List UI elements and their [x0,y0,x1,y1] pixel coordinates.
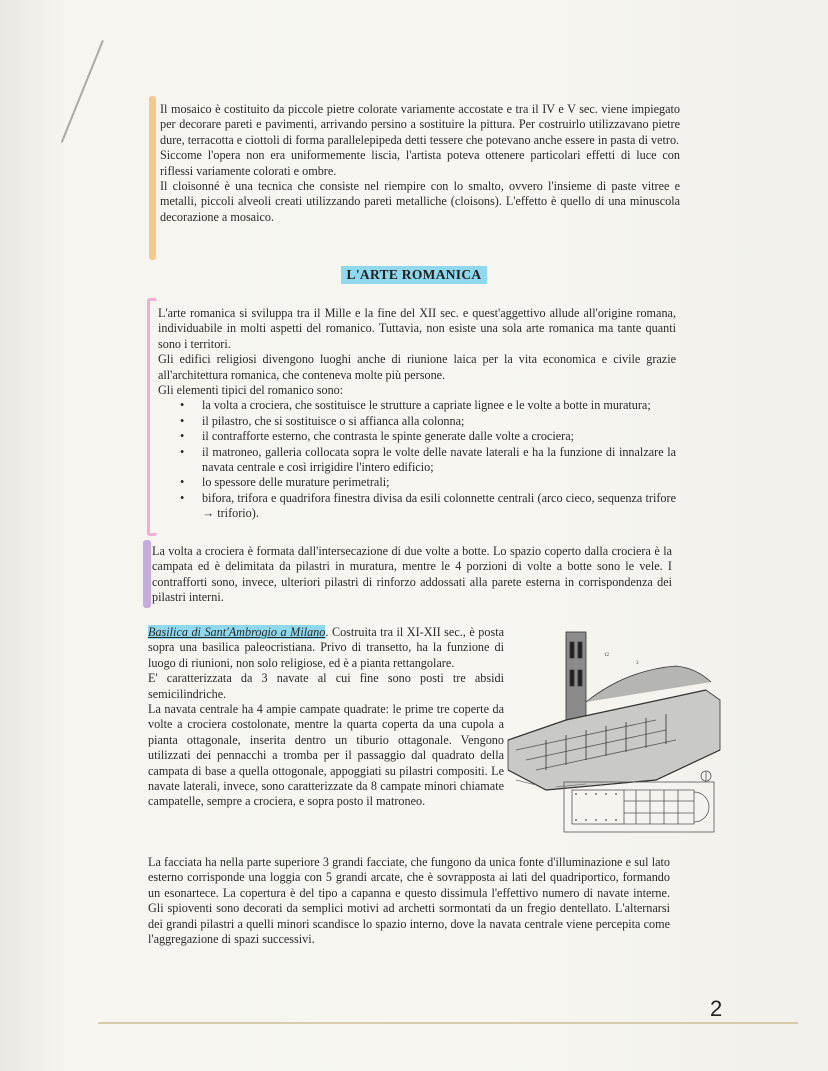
facade-section [148,855,670,947]
romanesque-section [158,306,676,522]
list-item: • il contrafforte esterno, che contrasta le spinte generate dalle volte a crociera; [158,429,676,444]
mosaic-intro [160,102,680,225]
list-item: • la volta a crociera, che sostituisce le strutture a capriate lignee e le volte a botte in muratura; [158,398,676,413]
highlight-bracket-orange [149,96,156,260]
basilica-lead-text: . Costruita tra il XI-XII sec., è posta sopra una basilica paleocristiana. Privo di transetto, ha la funzione di luogo di riunioni, non solo religiose, ed è a pianta rettangolare. [148,625,504,670]
intro-paragraph: Il cloisonné è una tecnica che consiste nel riempire con lo smalto, ovvero l'insieme di paste vitree e metalli, piccoli alveoli creati utilizzando pareti metalliche (cloisons). L'effetto è quello di una minuscola decorazione a mosaico. [160,179,680,224]
romanesque-elements-list [158,398,676,521]
page-bottom-edge [98,1022,798,1024]
romanesque-paragraph: Gli edifici religiosi divengono luoghi anche di riunione laica per la vita economica e civile grazie all'architettura romanica, che conteneva molte più persone. [158,352,676,382]
basilica-paragraph: La facciata ha nella parte superiore 3 grandi facciate, che fungono da unica fonte d'illuminazione e sul lato esterno corrisponde una loggia con 5 grandi arcate, che è sovrapposta ai lati del quadriportico, formando un esonartece. La copertura è del tipo a capanna e questo dissimula l'effettivo numero di navate interne. Gli spioventi sono decorati da semplici motivi ad archetti sormontati da un fregio dentellato. L'alternarsi dei grandi pilastri a quelli minori scandisce lo spazio interno, dove la navata centrale viene percepita come l'aggregazione di spazi successivi. [148,855,670,947]
highlight-bracket-purple [143,540,151,608]
basilica-paragraph: E' caratterizzata da 3 navate al cui fine sono posti tre absidi semicilindriche. [148,671,504,701]
basilica-intro [148,625,504,671]
list-item: • il pilastro, che si sostituisce o si affianca alla colonna; [158,414,676,429]
intro-paragraph: Siccome l'opera non era uniformemente liscia, l'artista poteva ottenere particolari effetti di luce con riflessi variamente colorati e ombre. [160,148,680,178]
basilica-paragraph: La navata centrale ha 4 ampie campate quadrate: le prime tre coperte da volte a crociera costolonate, mentre la quarta coperta da una cupola a pianta ottagonale, inserita dentro un tiburio ottagonale. Vengono utilizzati dei pennacchi a tromba per il passaggio dal quadrato della campata di base a quella ottogonale, appoggiati su pilastri compositi. Le navate laterali, invece, sono caratterizzate da 8 campate minori chiamate campatelle, sempre a crociera, e sopra posto il matroneo. [148,702,504,809]
list-item: • bifora, trifora e quadrifora finestra divisa da esili colonnette centrali (arco cieco, sequenza trifore → triforio). [158,491,676,522]
highlight-bracket-pink [147,298,157,536]
basilica-section [148,625,504,810]
svg-text:3: 3 [636,661,639,666]
basilica-name: Basilica di Sant'Ambrogio a Milano [148,625,326,639]
page-number: 2 [710,996,723,1021]
section-title: L'ARTE ROMANICA [341,266,488,284]
list-item: • il matroneo, galleria collocata sopra le volte delle navate laterali e ha la funzione di innalzare la navata centrale e così irrigidire l'intero edificio; [158,445,676,476]
section-title-wrap [0,266,828,284]
romanesque-paragraph: Gli elementi tipici del romanico sono: [158,383,344,398]
list-item: • lo spessore delle murature perimetrali; [158,475,676,490]
svg-text:12: 12 [604,653,609,658]
vault-section [152,544,672,606]
vault-paragraph: La volta a crociera è formata dall'intersecazione di due volte a botte. Lo spazio coperto dalla crociera è la campata ed è delimitata da pilastri in muratura, mentre le 4 porzioni di volte a botte sono le vele. I contrafforti sono, invece, ulteriori pilastri di rinforzo addossati alla parete esterna in corrispondenza dei pilastri interni. [152,544,672,605]
intro-paragraph: Il mosaico è costituito da piccole pietre colorate variamente accostate e tra il IV e V sec. viene impiegato per decorare pareti e pavimenti, arrivando persino a sostituire la pittura. Per costruirlo utilizzavano pietre dure, terracotta e ciottoli di forma parallelepipeda detti tessere che potevano anche essere in pasta di vetro. [160,102,680,147]
basilica-cutaway-drawing [508,632,720,790]
romanesque-paragraph: L'arte romanica si sviluppa tra il Mille e la fine del XII sec. e quest'aggettivo allude all'origine romana, individuabile in molti aspetti del romanico. Tuttavia, non esiste una sola arte romanica ma tante quanti sono i territori. [158,306,676,351]
basilica-illustration [506,620,722,840]
